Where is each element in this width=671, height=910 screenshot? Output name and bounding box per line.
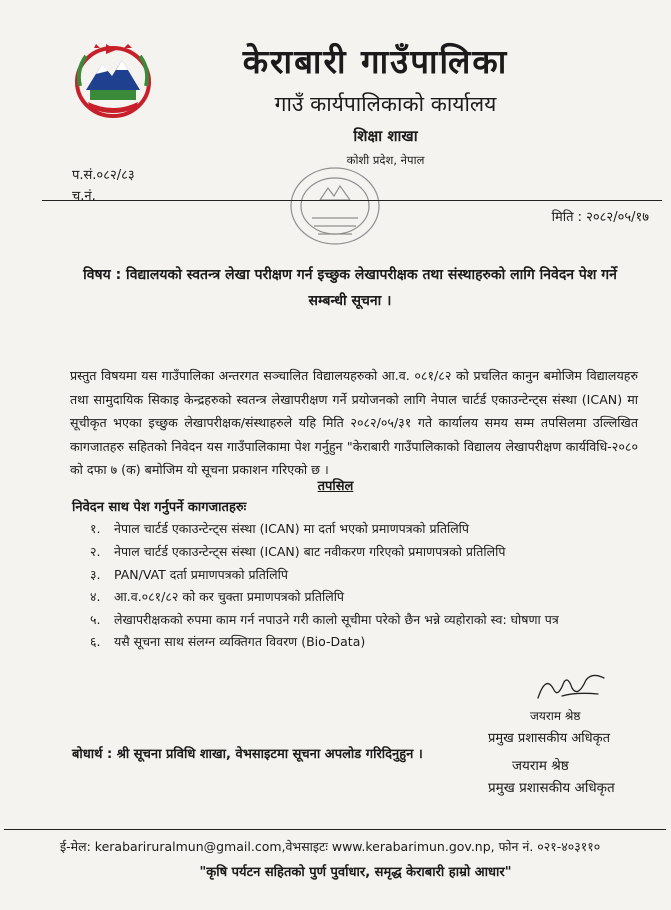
document-text: नेपाल चार्टर्ड एकाउन्टेन्ट्स संस्था (ICAN) बाट नवीकरण गरिएको प्रमाणपत्रको प्रतिलिपि: [114, 544, 506, 559]
document-item: [90, 520, 469, 537]
document-number: ५.: [90, 612, 101, 627]
notice-body: प्रस्तुत विषयमा यस गाउँपालिका अन्तरगत सञ्चालित विद्यालयहरुको आ.व. ०८१/८२ को प्रचलित कानुन बमोजिम विद्यालयहरु तथा सामुदायिक सिकाइ केन्द्रहरुको स्वतन्त्र लेखापरीक्षण गर्ने प्रयोजनको लागि नेपाल चार्टर्ड एकाउन्टेन्ट्स संस्था (ICAN) मा सूचीकृत भएका इच्छुक लेखापरीक्षक/संस्थाहरुले यहि मिति २०८२/०५/३१ गते कार्यालय समय सम्म तपसिलमा उल्लिखित कागजातहरु सहितको निवेदन यस गाउँपालिकामा पेश गर्नुहुन "केराबारी गाउँपालिकाको विद्यालय लेखापरीक्षण कार्यविधि-२०८० को दफा ७ (क) बमोजिम यो सूचना प्रकाशन गरिएको छ ।: [70, 368, 638, 477]
office-subtitle: गाउँ कार्यपालिकाको कार्यालय: [274, 92, 497, 116]
issue-date: मिति : २०८२/०५/१७: [551, 210, 649, 225]
section-name: शिक्षा शाखा: [353, 127, 418, 145]
office-name: केराबारी गाउँपालिका: [242, 42, 509, 81]
footer-slogan: "कृषि पर्यटन सहितको पुर्ण पुर्वाधार, समृद्ध केराबारी हाम्रो आधार": [199, 865, 512, 880]
documents-heading: निवेदन साथ पेश गर्नुपर्ने कागजातहरुः: [72, 500, 247, 515]
signer-name: जयराम श्रेष्ठ: [530, 709, 581, 723]
reference-number: प.सं.०८२/८३: [72, 168, 135, 183]
stamp-signer-title: प्रमुख प्रशासकीय अधिकृत: [488, 780, 615, 796]
document-number: १.: [90, 521, 101, 536]
document-item: [90, 588, 344, 605]
document-text: आ.व.०८१/८२ को कर चुक्ता प्रमाणपत्रको प्रतिलिपि: [114, 589, 345, 604]
document-item: [90, 611, 559, 628]
province-address: कोशी प्रदेश, नेपाल: [346, 153, 425, 167]
document-text: नेपाल चार्टर्ड एकाउन्टेन्ट्स संस्था (ICAN) मा दर्ता भएको प्रमाणपत्रको प्रतिलिपि: [114, 521, 470, 536]
document-text: यसै सूचना साथ संलग्न व्यक्तिगत विवरण (Bio-Data): [114, 634, 366, 649]
document-item: [90, 566, 288, 583]
document-text: PAN/VAT दर्ता प्रमाणपत्रको प्रतिलिपि: [114, 567, 288, 582]
document-item: [90, 543, 505, 560]
document-item: [90, 633, 365, 650]
footer-divider: [4, 829, 666, 830]
header-divider: [42, 200, 662, 201]
signature-image: [532, 668, 612, 706]
document-number: २.: [90, 544, 101, 559]
document-number: ६.: [90, 634, 101, 649]
notice-subject: विषय : विद्यालयको स्वतन्त्र लेखा परीक्षण गर्न इच्छुक लेखापरीक्षक तथा संस्थाहरुको लागि निवेदन पेश गर्ने सम्बन्धी सूचना ।: [83, 267, 617, 309]
cc-note: बोधार्थ : श्री सूचना प्रविधि शाखा, वेभसाइटमा सूचना अपलोड गरिदिनुहुन ।: [72, 747, 423, 762]
signer-title: प्रमुख प्रशासकीय अधिकृत: [488, 731, 611, 746]
tapasil-heading: तपसिल: [317, 479, 354, 494]
document-text: लेखापरीक्षकको रुपमा काम गर्न नपाउने गरी कालो सूचीमा परेको छैन भन्ने व्यहोराको स्व: घोषणा पत्र: [114, 612, 559, 627]
document-number: ३.: [90, 567, 101, 582]
chalan-number: च.नं.: [72, 189, 96, 204]
office-stamp-image: [282, 160, 388, 252]
footer-contact: ई-मेल: kerabariruralmun@gmail.com,वेभसाइटः www.kerabarimun.gov.np, फोन नं. ०२१-४०३११०: [60, 839, 601, 854]
stamp-signer-name: जयराम श्रेष्ठ: [512, 758, 569, 774]
document-number: ४.: [90, 589, 101, 604]
